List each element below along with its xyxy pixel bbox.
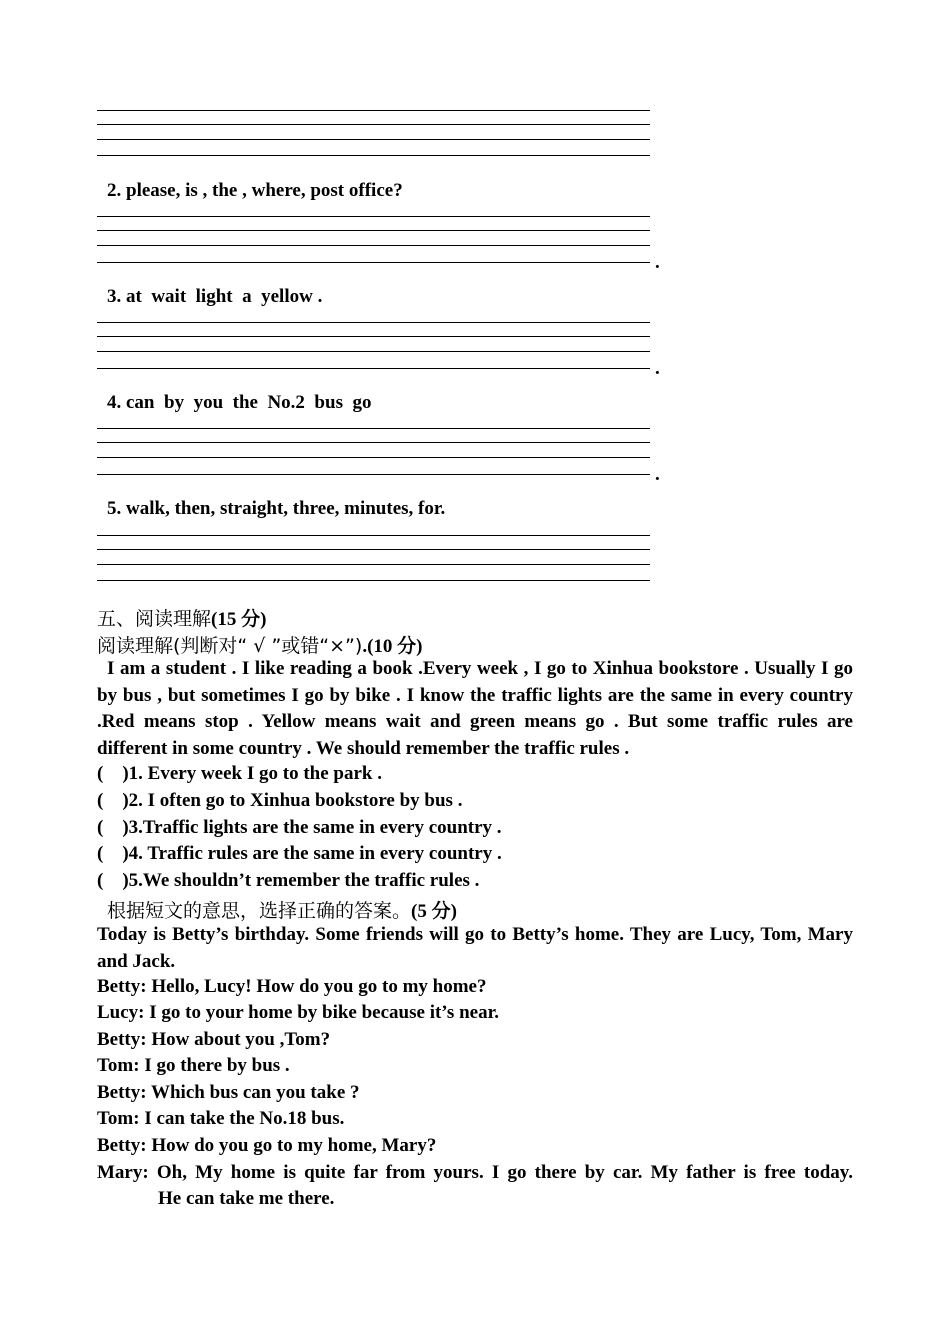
part2-title [107,896,457,923]
reading-passage-1: I am a student . I like reading a book .Every week , I go to Xinhua bookstore . Usually I go by bus , but sometimes I go by bike . I know the traffic lights are the same in every country .Red means stop . Yellow means wait and green means go . But some traffic rules are different in some country . We should remember the traffic rules . [97,658,853,759]
part1-score: .(10 分) [362,636,423,657]
judgement-item [97,870,479,892]
question-2 [107,180,403,202]
judgement-item [97,817,502,839]
part2-score: (5 分) [411,901,457,922]
section-heading-cn: 五、阅读理解 [97,608,212,630]
answer-bracket[interactable]: ( ) [97,870,129,891]
judgement-item [97,843,502,865]
dialogue-line: Betty: Which bus can you take ? [97,1082,360,1103]
part2-title-cn: 根据短文的意思，选择正确的答案。 [107,900,412,922]
dialogue-line: Lucy: I go to your home by bike because it’s near. [97,1002,500,1023]
question-text: walk, then, straight, three, minutes, for. [126,498,446,519]
question-number: 4. [107,392,122,413]
question-number: 3. [107,286,122,307]
question-4 [107,392,371,414]
answer-bracket[interactable]: ( ) [97,763,129,784]
question-text: please, is , the , where, post office? [126,180,403,201]
end-period: . [655,464,660,485]
question-text: at wait light a yellow . [126,286,323,307]
question-number: 2. [107,180,122,201]
answer-bracket[interactable]: ( ) [97,790,129,811]
question-number: 5. [107,498,122,519]
dialogue-line: Betty: Hello, Lucy! How do you go to my home? [97,976,487,997]
answer-bracket[interactable]: ( ) [97,843,129,864]
dialogue-line-mary: Mary: Oh, My home is quite far from yours. I go there by car. My father is free today. [97,1162,853,1183]
part1-title-cn: 阅读理解(判断对“ √ ”或错“×”) [97,635,363,657]
judgement-text: 1. Every week I go to the park . [128,763,382,784]
judgement-item [97,763,382,785]
judgement-item [97,790,462,812]
dialogue-line-mary-cont: He can take me there. [158,1188,335,1209]
dialogue-line: Betty: How about you ,Tom? [97,1029,331,1050]
dialogue-line: Tom: I can take the No.18 bus. [97,1108,345,1129]
judgement-text: 3.Traffic lights are the same in every country . [128,817,502,838]
end-period: . [655,358,660,379]
reading-passage-2: Today is Betty’s birthday. Some friends will go to Betty’s home. They are Lucy, Tom, Mary and Jack. [97,924,853,972]
question-3 [107,286,322,308]
judgement-text: 2. I often go to Xinhua bookstore by bus . [128,790,463,811]
judgement-text: 4. Traffic rules are the same in every country . [128,843,502,864]
end-period: . [655,252,660,273]
section-heading-score: (15 分) [211,609,267,630]
judgement-text: 5.We shouldn’t remember the traffic rules . [128,870,480,891]
dialogue-line: Betty: How do you go to my home, Mary? [97,1135,437,1156]
question-5 [107,498,445,520]
question-text: can by you the No.2 bus go [126,392,372,413]
dialogue-line: Tom: I go there by bus . [97,1055,290,1076]
section-heading [97,604,266,631]
part1-title [97,631,422,658]
answer-bracket[interactable]: ( ) [97,817,129,838]
